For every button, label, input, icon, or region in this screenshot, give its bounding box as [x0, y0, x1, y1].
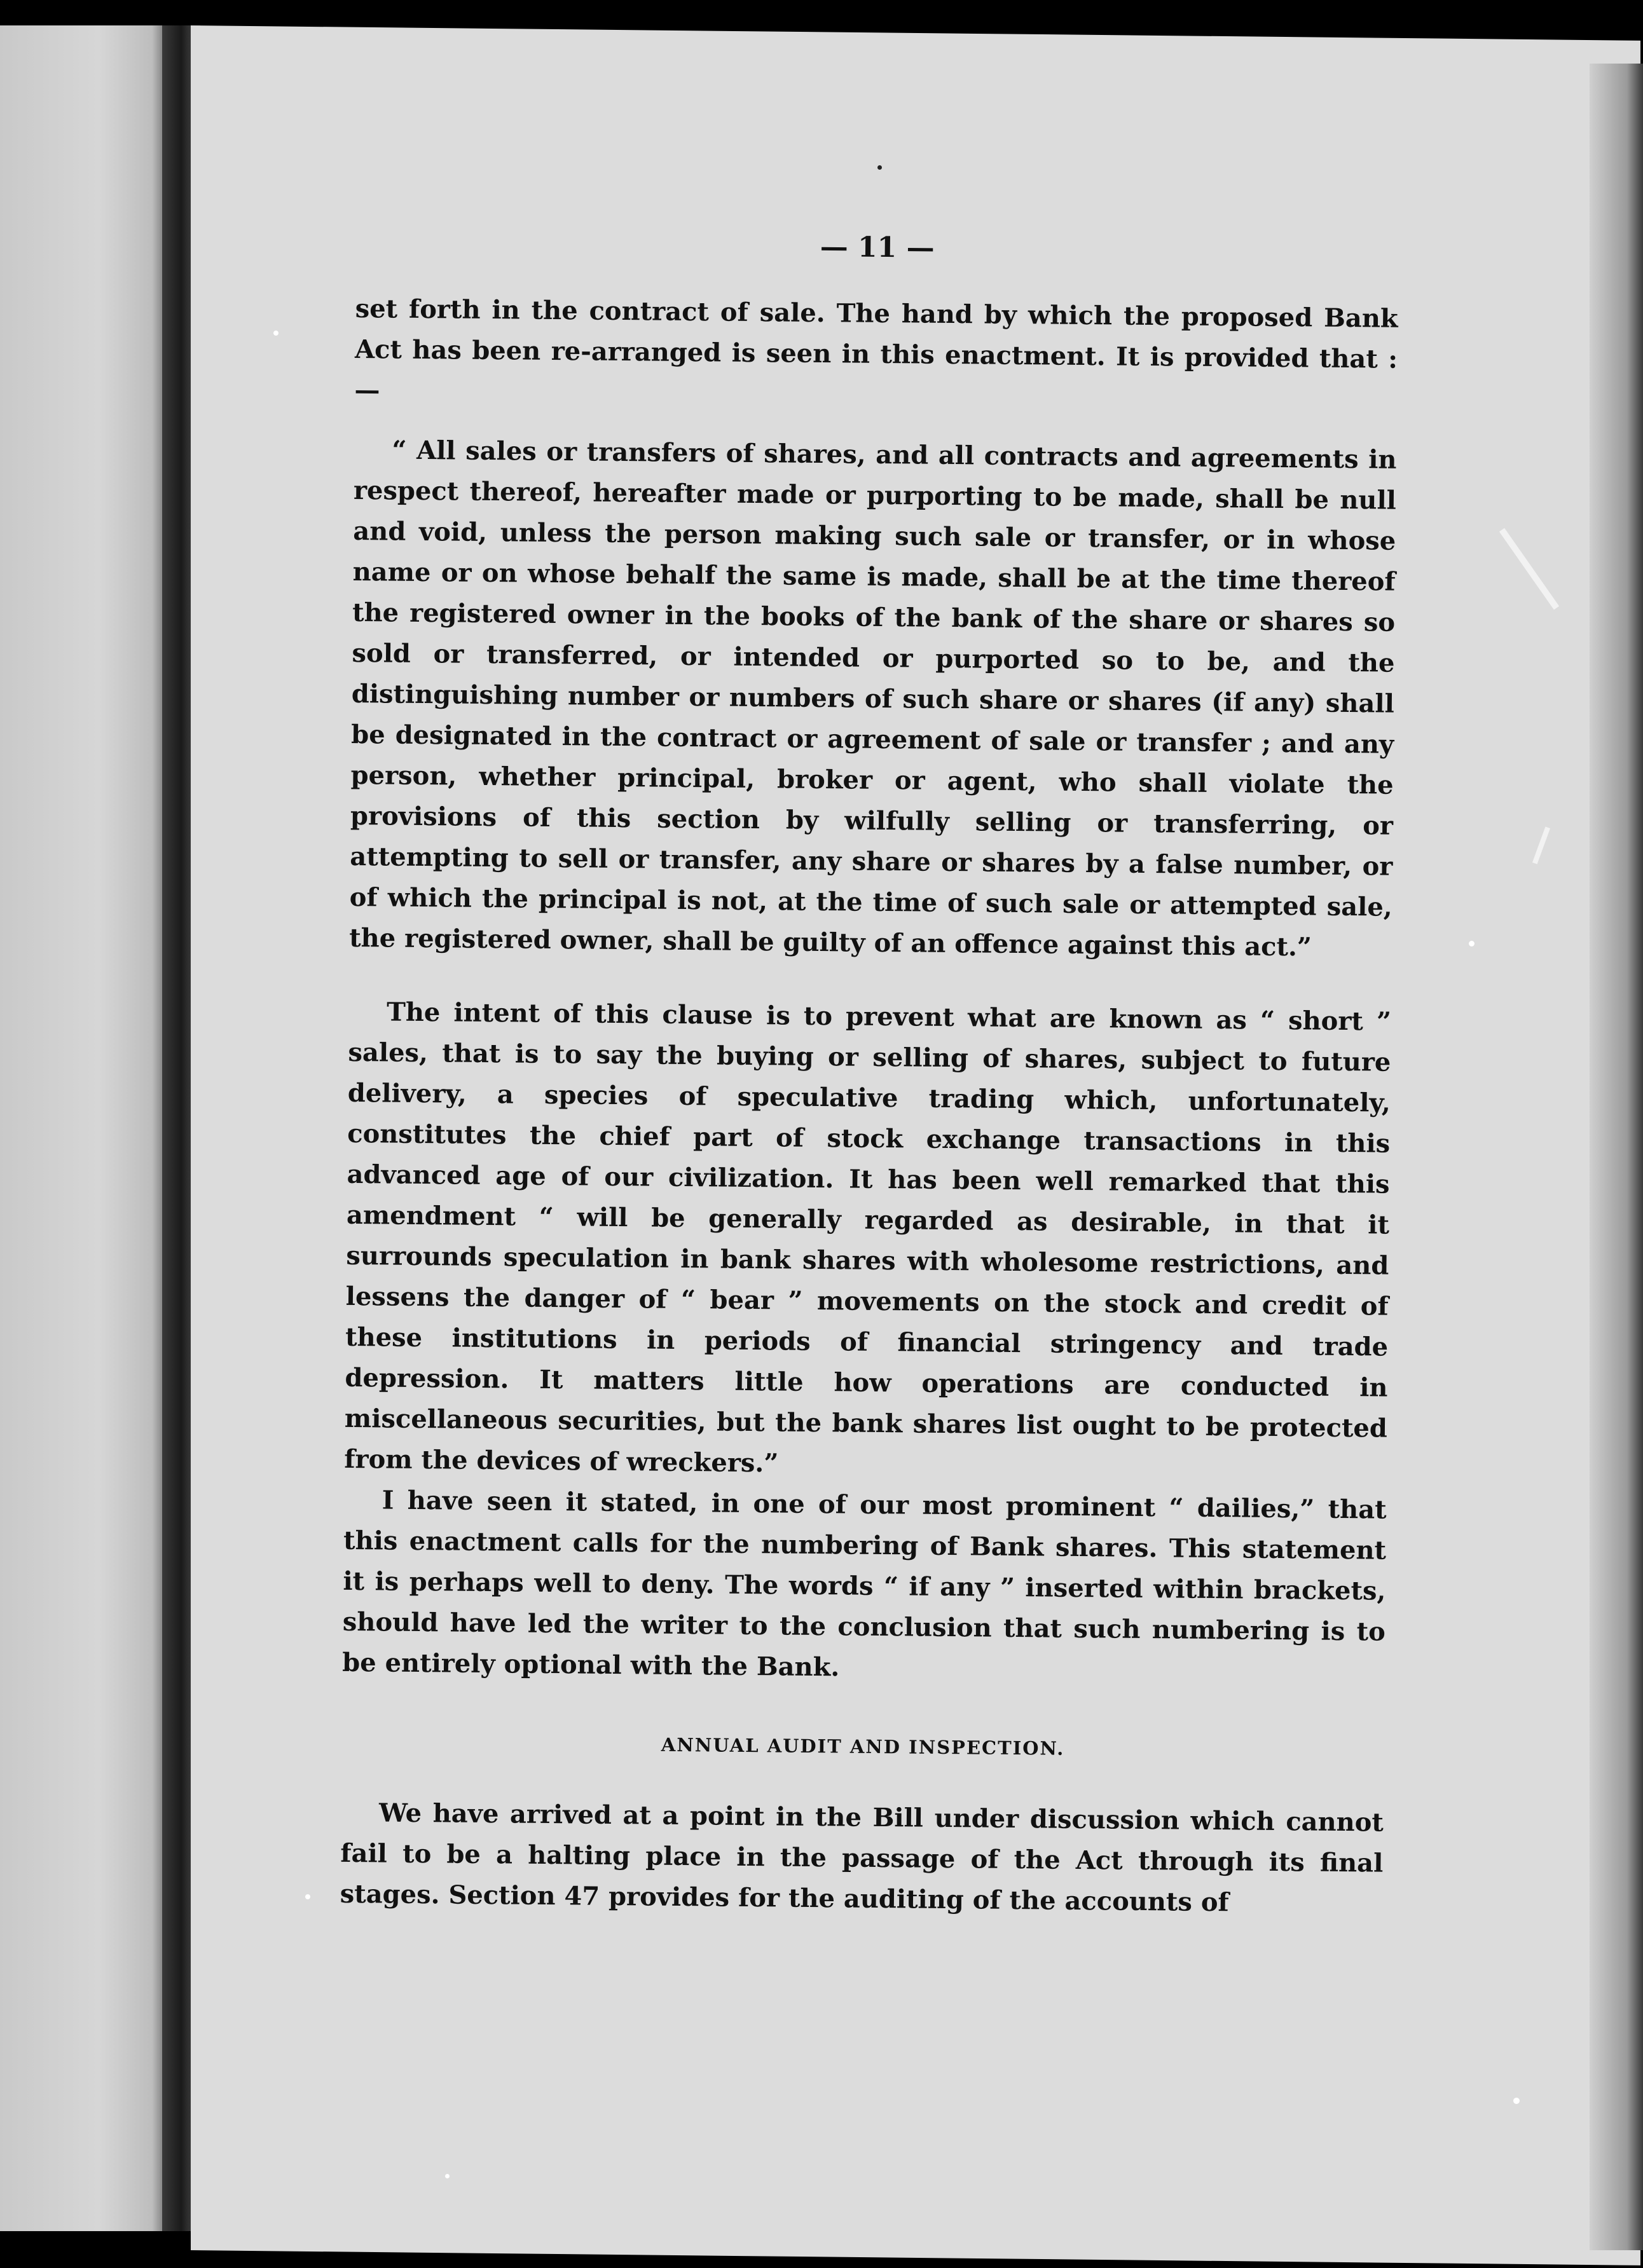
quoted-clause: “ All sales or transfers of shares, and all contracts and agreements in respect thereof, hereafter made or purporting to be made, shall be null and void, unless the person making such sale or transfer, or in whose name or on whose behalf the same is made, shall be at the time thereof the registered owner in the books of the bank of the share or shares so sold or transferred, or intended or purported so to be, and the distinguishing number or numbers of such share or shares (if any) shall be designated in the contract or agreement of sale or transfer ; and any person, whether principal, broker or agent, who shall violate the provisions of this section by wilfully selling or transferring, or attempting to sell or transfer, any share or shares by a false number, or of which the principal is not, at the time of such sale or attempted sale, the registered owner, shall be guilty of an offence against this act.”: [348, 435, 1397, 962]
dust-speck: [445, 2174, 450, 2178]
facing-page-edge: [0, 25, 165, 2231]
dust-speck: [1513, 2098, 1520, 2104]
section-heading: ANNUAL AUDIT AND INSPECTION.: [661, 1733, 1065, 1759]
dust-speck: [273, 331, 278, 336]
paragraph-2: The intent of this clause is to prevent what are known as “ short ” sales, that is to say the buying or selling of shares, subject to future delivery, a species of speculative trading which, unfortunately, constitutes the chief part of stock exchange transactions in this advanced age of our civilization. It has been well remarked that this amendment “ will be generally regarded as desirable, in that it surrounds speculation in bank shares with wholesome restrictions, and lessens the danger of “ bear ” movements on the stock and credit of these institutions in periods of financial stringency and trade depression. It matters little how operations are conducted in miscellaneous securities, but the bank shares list ought to be protected from the devices of wreckers.”: [344, 997, 1392, 1479]
dust-speck: [1469, 941, 1475, 946]
page-text-block: [340, 222, 1398, 1925]
page-stack-edge: [1590, 64, 1643, 2250]
dust-speck: [877, 165, 882, 170]
paragraph-1: set forth in the contract of sale. The hand by which the proposed Bank Act has been re-arranged is seen in this enactment. It is provided that :—: [354, 293, 1398, 406]
dust-speck: [305, 1894, 310, 1899]
page-number: — 11 —: [820, 231, 935, 264]
paragraph-4: We have arrived at a point in the Bill under discussion which cannot fail to be a halting place in the passage of the Act through its final stages. Section 47 provides for the auditing of the accounts of: [340, 1798, 1384, 1918]
paragraph-3: I have seen it stated, in one of our most prominent “ dailies,” that this enactment calls for the numbering of Bank shares. This statement it is perhaps well to deny. The words “ if any ” inserted within brackets, should have led the writer to the conclusion that such numbering is to be entirely optional with the Bank.: [342, 1485, 1387, 1683]
